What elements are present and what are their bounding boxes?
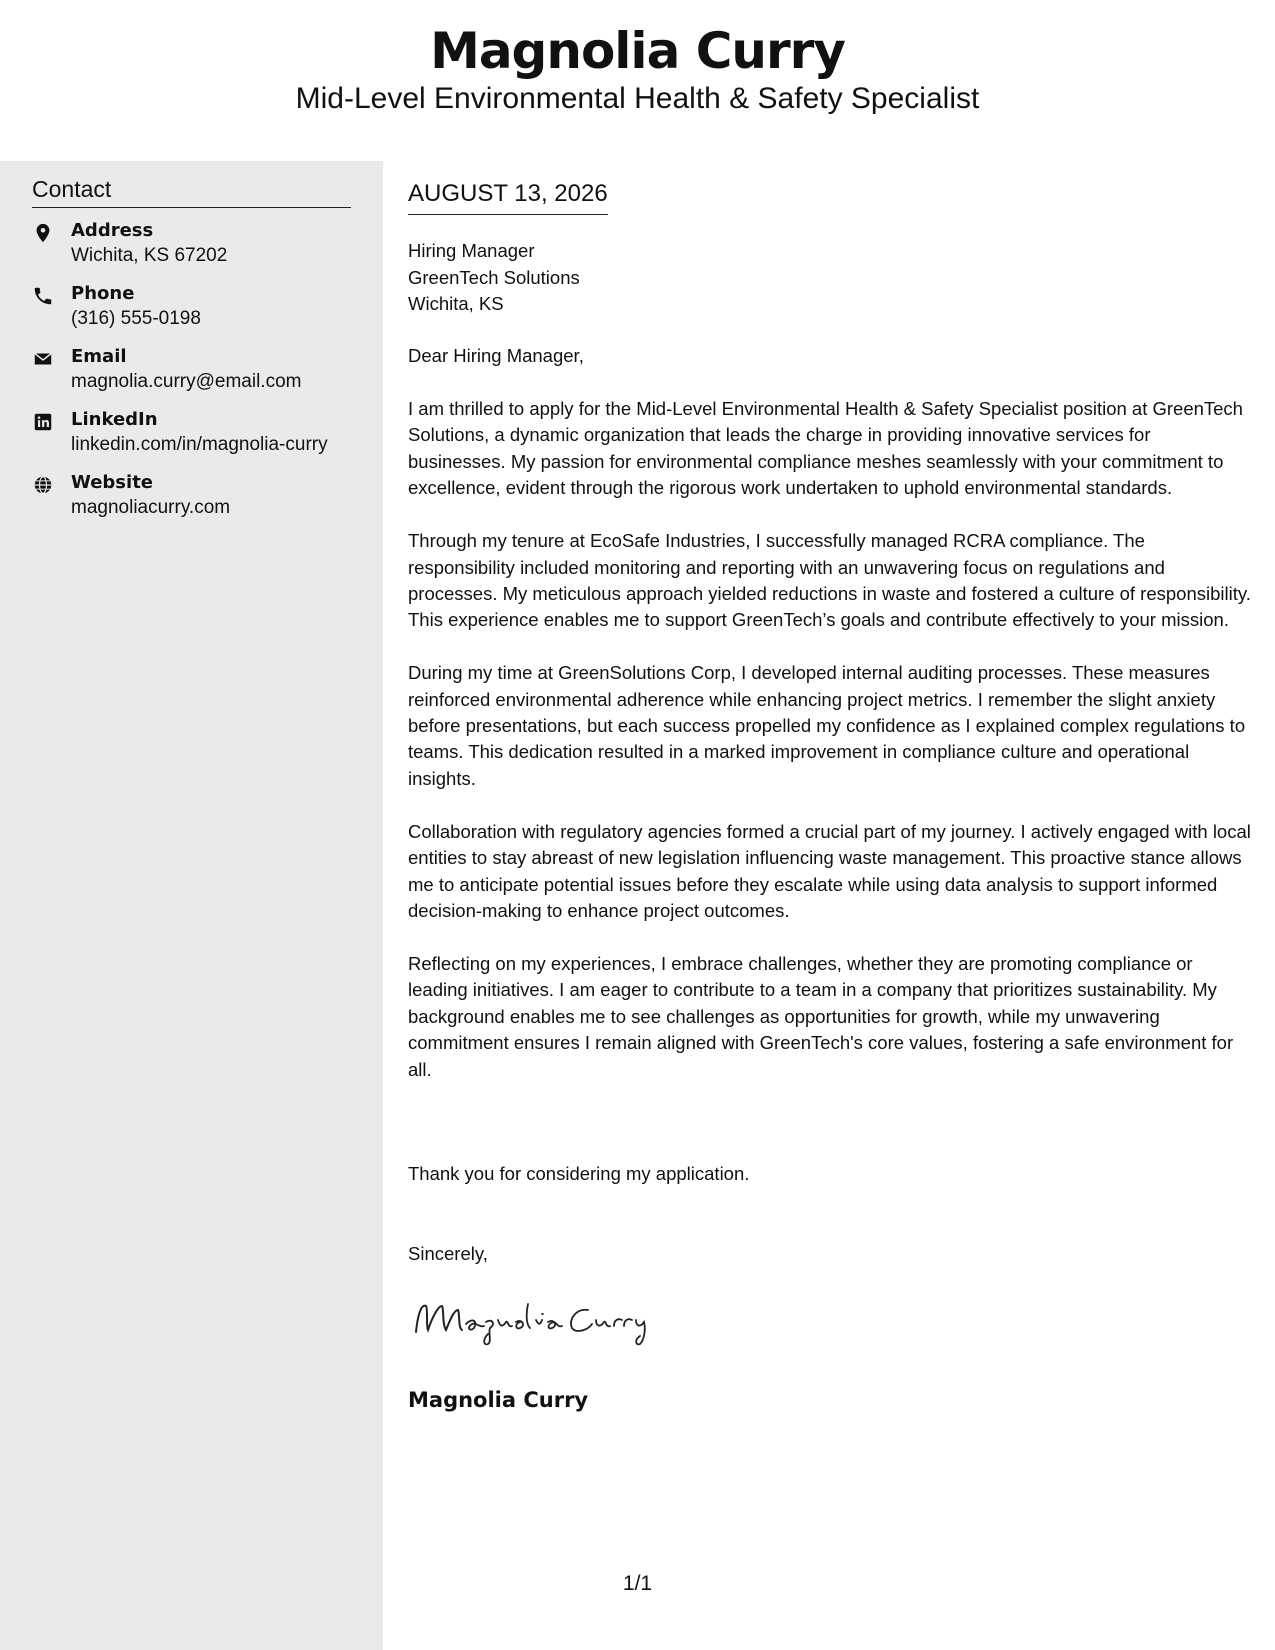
contact-value: linkedin.com/in/magnolia-curry (71, 434, 328, 455)
phone-icon (32, 285, 54, 307)
linkedin-icon (32, 411, 54, 433)
letter-body (408, 396, 1253, 1109)
body-paragraph: Collaboration with regulatory agencies formed a crucial part of my journey. I actively engaged with local entities to stay abreast of new legislation influencing waste management. This proactive stance allows me to anticipate potential issues before they escalate while using data analysis to support informed decision-making to enhance project outcomes. (408, 820, 1251, 921)
salutation: Dear Hiring Manager, (408, 345, 584, 366)
email-icon (32, 348, 54, 370)
contact-label: Email (71, 346, 127, 367)
contact-label: Website (71, 472, 154, 493)
recipient-line: Hiring Manager (408, 240, 535, 261)
letter-header (0, 0, 1275, 160)
letter-date: AUGUST 13, 2026 (408, 180, 608, 215)
recipient-line: Wichita, KS (408, 293, 504, 314)
contact-heading: Contact (32, 176, 351, 208)
applicant-title: Mid-Level Environmental Health & Safety Specialist (295, 82, 980, 115)
contact-label: Address (71, 220, 154, 241)
body-paragraph: I am thrilled to apply for the Mid-Level Environmental Health & Safety Specialist position at GreenTech Solutions, a dynamic organization that leads the charge in providing innovative services for businesses. My passion for environmental compliance meshes seamlessly with your commitment to excellence, evident through the rigorous work undertaken to uphold environmental standards. (408, 398, 1243, 499)
applicant-name: Magnolia Curry (430, 22, 845, 80)
signer-name: Magnolia Curry (408, 1388, 589, 1412)
body-paragraph: Reflecting on my experiences, I embrace challenges, whether they are promoting compliance or leading initiatives. I am eager to contribute to a team in a company that prioritizes sustainability. My background enables me to see challenges as opportunities for growth, while my unwavering commitment ensures I remain aligned with GreenTech's core values, fostering a safe environment for all. (408, 952, 1234, 1080)
handwritten-signature (408, 1290, 678, 1350)
globe-icon (32, 474, 54, 496)
body-paragraph: During my time at GreenSolutions Corp, I developed internal auditing processes. These measures reinforced environmental adherence while enhancing project metrics. I remember the slight anxiety before presentations, but each success propelled my confidence as I explained complex regulations to teams. This dedication resulted in a marked improvement in compliance culture and operational insights. (408, 662, 1246, 789)
contact-value: magnolia.curry@email.com (71, 371, 302, 392)
body-paragraph: Through my tenure at EcoSafe Industries, I successfully managed RCRA compliance. The responsibility included monitoring and reporting with an unwavering focus on regulations and processes. My meticulous approach yielded reductions in waste and fostered a culture of responsibility. This experience enables me to support GreenTech’s goals and contribute effectively to your mission. (408, 530, 1251, 631)
contact-label: Phone (71, 283, 135, 304)
recipient-line: GreenTech Solutions (408, 266, 580, 288)
thanks-line: Thank you for considering my application. (408, 1163, 750, 1184)
location-pin-icon (32, 222, 54, 244)
contact-value: (316) 555-0198 (71, 308, 201, 329)
page-number: 1/1 (622, 1572, 653, 1595)
recipient-block (408, 238, 580, 318)
closing-line: Sincerely, (408, 1243, 488, 1264)
contact-value: Wichita, KS 67202 (71, 245, 228, 266)
contact-label: LinkedIn (71, 409, 158, 430)
contact-value: magnoliacurry.com (71, 497, 231, 518)
